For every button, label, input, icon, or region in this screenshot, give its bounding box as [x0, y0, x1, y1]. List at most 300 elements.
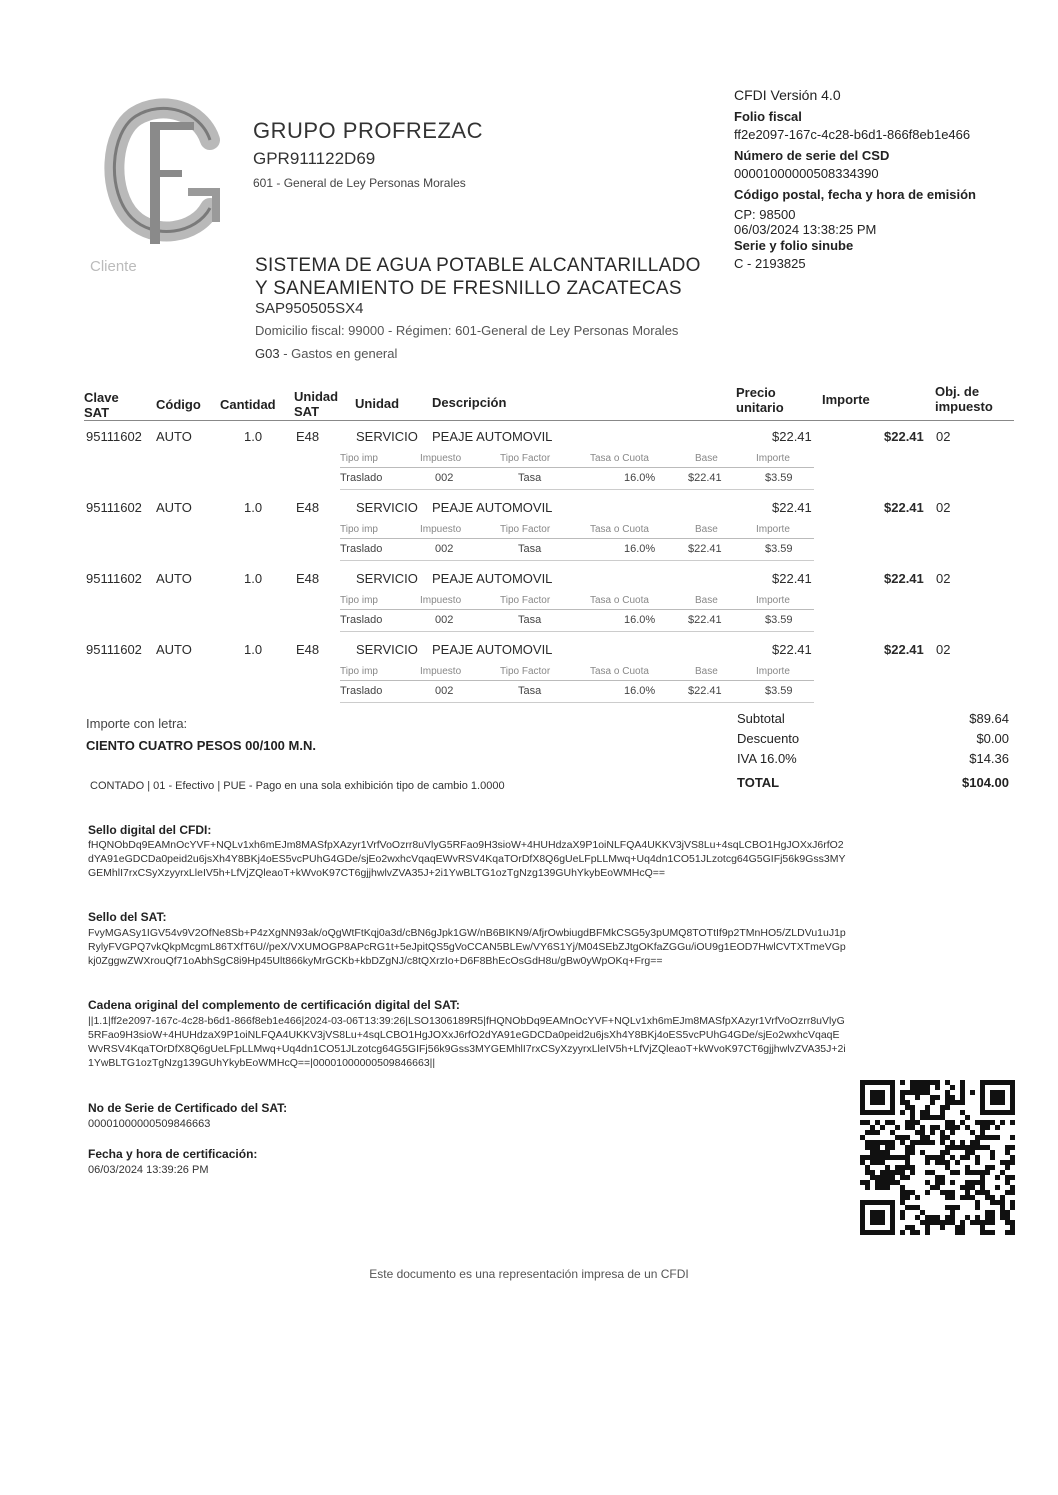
qr-module [925, 1110, 930, 1115]
cfdi-version: CFDI Versión 4.0 [734, 87, 841, 103]
qr-module [950, 1205, 955, 1210]
qr-module [1005, 1175, 1010, 1180]
tax-header-tasa: Tasa o Cuota [590, 524, 649, 535]
qr-module [925, 1140, 930, 1145]
qr-module [940, 1175, 945, 1180]
tax-header-tipo-factor: Tipo Factor [500, 595, 551, 606]
qr-module [950, 1220, 955, 1225]
qr-module [895, 1170, 900, 1175]
qr-module [940, 1180, 945, 1185]
qr-module [860, 1180, 865, 1185]
qr-module [895, 1165, 900, 1170]
qr-module [1010, 1200, 1015, 1205]
qr-module [930, 1115, 935, 1120]
qr-module [935, 1095, 940, 1100]
tax-divider [340, 680, 814, 681]
qr-module [925, 1180, 930, 1185]
qr-module [990, 1150, 995, 1155]
qr-module [885, 1175, 890, 1180]
qr-module [870, 1160, 875, 1165]
issuer-rfc: GPR911122D69 [253, 149, 376, 168]
item-unidad-sat: E48 [296, 571, 320, 586]
tax-value-factor: Tasa [518, 685, 542, 697]
tax-header-impuesto: Impuesto [420, 595, 462, 606]
qr-module [885, 1165, 890, 1170]
qr-module [960, 1230, 965, 1235]
qr-module [950, 1125, 955, 1130]
qr-module [1010, 1190, 1015, 1195]
qr-module [915, 1130, 920, 1135]
qr-module [895, 1155, 900, 1160]
qr-module [885, 1120, 890, 1125]
item-codigo: AUTO [156, 642, 192, 657]
qr-module [945, 1165, 950, 1170]
qr-module [945, 1135, 950, 1140]
qr-module [875, 1155, 880, 1160]
qr-module [940, 1130, 945, 1135]
tax-header-base: Base [695, 666, 718, 677]
qr-module [940, 1150, 945, 1155]
qr-module [900, 1090, 905, 1095]
qr-module [980, 1190, 985, 1195]
item-importe: $22.41 [884, 500, 924, 515]
descuento-row [737, 731, 1009, 751]
tax-header-importe: Importe [756, 666, 790, 677]
qr-module [945, 1215, 950, 1220]
qr-module [920, 1080, 925, 1085]
qr-module [1005, 1180, 1010, 1185]
qr-module [970, 1150, 975, 1155]
qr-module [960, 1185, 965, 1190]
qr-module [1010, 1220, 1015, 1225]
qr-module [975, 1170, 980, 1175]
qr-module [990, 1230, 995, 1235]
qr-module [975, 1180, 980, 1185]
item-obj-impuesto: 02 [936, 429, 951, 444]
qr-module [955, 1145, 960, 1150]
qr-module [990, 1220, 995, 1225]
qr-module [905, 1120, 910, 1125]
item-obj-impuesto: 02 [936, 571, 951, 586]
item-cantidad: 1.0 [244, 429, 263, 444]
item-obj-impuesto: 02 [936, 500, 951, 515]
qr-module [935, 1155, 940, 1160]
qr-module [915, 1090, 920, 1095]
qr-module [990, 1215, 995, 1220]
qr-module [880, 1185, 885, 1190]
header-precio-a: Precio [736, 385, 776, 400]
cert-serial-value: 00001000000509846663 [88, 1118, 211, 1130]
qr-module [990, 1165, 995, 1170]
qr-module [910, 1205, 915, 1210]
qr-module [965, 1145, 970, 1150]
qr-module [950, 1130, 955, 1135]
qr-code [860, 1080, 1015, 1235]
tax-breakdown [340, 453, 814, 491]
postal-code: CP: 98500 [734, 207, 796, 222]
csd-value: 00001000000508334390 [734, 166, 879, 181]
qr-module [1000, 1120, 1005, 1125]
qr-module [960, 1195, 965, 1200]
qr-module [920, 1115, 925, 1120]
qr-module [915, 1095, 920, 1100]
qr-module [940, 1115, 945, 1120]
qr-module [990, 1210, 995, 1215]
qr-module [910, 1145, 915, 1150]
issuer-regime-text: General de Ley Personas Morales [283, 176, 466, 190]
qr-module [870, 1130, 875, 1135]
qr-module [985, 1230, 990, 1235]
tax-header-importe: Importe [756, 524, 790, 535]
qr-module [1010, 1155, 1015, 1160]
qr-module [900, 1215, 905, 1220]
qr-module [870, 1175, 875, 1180]
qr-module [900, 1080, 905, 1085]
qr-module [1010, 1120, 1015, 1125]
qr-module [900, 1135, 905, 1140]
item-cantidad: 1.0 [244, 500, 263, 515]
sello-sat-label: Sello del SAT: [88, 910, 167, 924]
qr-module [885, 1170, 890, 1175]
qr-module [930, 1125, 935, 1130]
qr-module [960, 1085, 965, 1090]
qr-module [860, 1155, 865, 1160]
item-obj-impuesto: 02 [936, 642, 951, 657]
qr-module [980, 1125, 985, 1130]
qr-module [925, 1085, 930, 1090]
qr-module [935, 1160, 940, 1165]
tax-header-tipo-imp: Tipo imp [340, 524, 378, 535]
qr-module [945, 1105, 950, 1110]
qr-module [985, 1165, 990, 1170]
qr-module [925, 1080, 930, 1085]
qr-module [905, 1225, 910, 1230]
qr-module [900, 1095, 905, 1100]
qr-module [940, 1160, 945, 1165]
qr-module [1010, 1185, 1015, 1190]
qr-module [925, 1220, 930, 1225]
qr-module [990, 1120, 995, 1125]
qr-module [980, 1175, 985, 1180]
qr-module [980, 1220, 985, 1225]
qr-module [880, 1150, 885, 1155]
qr-module [920, 1210, 925, 1215]
qr-module [940, 1190, 945, 1195]
qr-module [985, 1170, 990, 1175]
tax-header-tasa: Tasa o Cuota [590, 666, 649, 677]
qr-module [960, 1145, 965, 1150]
qr-module [960, 1225, 965, 1230]
qr-module [870, 1170, 875, 1175]
header-unidad-sat-b: SAT [294, 404, 320, 419]
qr-module [880, 1170, 885, 1175]
qr-module [865, 1130, 870, 1135]
qr-module [945, 1205, 950, 1210]
qr-module [920, 1085, 925, 1090]
qr-module [895, 1180, 900, 1185]
client-domicilio: Domicilio fiscal: 99000 - Régimen: 601-General de Ley Personas Morales [255, 323, 679, 338]
qr-module [970, 1090, 975, 1095]
qr-module [900, 1195, 905, 1200]
qr-module [915, 1205, 920, 1210]
qr-module [865, 1170, 870, 1175]
qr-module [930, 1155, 935, 1160]
qr-module [880, 1180, 885, 1185]
qr-module [885, 1145, 890, 1150]
qr-module [990, 1155, 995, 1160]
qr-module [910, 1125, 915, 1130]
qr-module [1005, 1190, 1010, 1195]
tax-header-base: Base [695, 524, 718, 535]
qr-module [920, 1090, 925, 1095]
qr-module [945, 1080, 950, 1085]
qr-module [1005, 1210, 1010, 1215]
qr-module [985, 1220, 990, 1225]
qr-module [925, 1170, 930, 1175]
tax-header-tipo-factor: Tipo Factor [500, 453, 551, 464]
items-table-header [84, 380, 1014, 421]
qr-module [945, 1095, 950, 1100]
qr-module [905, 1190, 910, 1195]
qr-module [1005, 1150, 1010, 1155]
qr-module [970, 1195, 975, 1200]
qr-code-graphic [860, 1080, 1015, 1235]
tax-value-base: $22.41 [688, 614, 722, 626]
descuento-value: $0.00 [976, 731, 1009, 746]
qr-module [975, 1205, 980, 1210]
qr-module [1005, 1160, 1010, 1165]
qr-module [870, 1140, 875, 1145]
qr-module [875, 1175, 880, 1180]
qr-module [935, 1175, 940, 1180]
total-label: TOTAL [737, 775, 780, 790]
header-unidad-sat [294, 389, 338, 419]
qr-module [980, 1225, 985, 1230]
qr-module [885, 1155, 890, 1160]
qr-module [905, 1175, 910, 1180]
qr-module [990, 1195, 995, 1200]
qr-module [970, 1130, 975, 1135]
table-row [84, 425, 1014, 485]
item-unidad: SERVICIO [356, 429, 418, 444]
qr-module [980, 1120, 985, 1125]
qr-module [1000, 1195, 1005, 1200]
qr-module [985, 1120, 990, 1125]
subtotal-row [737, 711, 1009, 731]
item-descripcion: PEAJE AUTOMOVIL [432, 571, 553, 586]
qr-module [925, 1215, 930, 1220]
tax-value-tasa: 16.0% [624, 543, 656, 555]
subtotal-value: $89.64 [969, 711, 1009, 726]
qr-module [915, 1120, 920, 1125]
cert-serial-label: No de Serie de Certificado del SAT: [88, 1101, 288, 1115]
tax-header-tipo-imp: Tipo imp [340, 595, 378, 606]
tax-value-tipo: Traslado [340, 472, 383, 484]
qr-module [1000, 1215, 1005, 1220]
tax-header-tipo-imp: Tipo imp [340, 453, 378, 464]
qr-module [950, 1140, 955, 1145]
qr-module [965, 1115, 970, 1120]
qr-module [885, 1185, 890, 1190]
qr-module [985, 1195, 990, 1200]
item-descripcion: PEAJE AUTOMOVIL [432, 642, 553, 657]
qr-module [1010, 1175, 1015, 1180]
qr-module [985, 1125, 990, 1130]
qr-module [920, 1125, 925, 1130]
qr-module [965, 1155, 970, 1160]
table-row [84, 567, 1014, 627]
tax-breakdown [340, 524, 814, 562]
header-obj-b: impuesto [935, 399, 993, 414]
qr-module [965, 1185, 970, 1190]
qr-module [890, 1120, 895, 1125]
qr-module [930, 1130, 935, 1135]
item-unidad-sat: E48 [296, 500, 320, 515]
tax-divider [340, 538, 814, 539]
qr-module [890, 1170, 895, 1175]
qr-module [1005, 1220, 1010, 1225]
qr-module [920, 1140, 925, 1145]
item-importe: $22.41 [884, 642, 924, 657]
qr-module [965, 1170, 970, 1175]
qr-module [980, 1185, 985, 1190]
header-precio-unitario [736, 385, 784, 415]
qr-module [915, 1085, 920, 1090]
amount-letter-label: Importe con letra: [86, 716, 188, 731]
qr-module [910, 1080, 915, 1085]
qr-module [950, 1215, 955, 1220]
qr-module [975, 1220, 980, 1225]
qr-module [925, 1225, 930, 1230]
qr-module [975, 1200, 980, 1205]
qr-module [980, 1230, 985, 1235]
folio-value: ff2e2097-167c-4c28-b6d1-866f8eb1e466 [734, 127, 971, 142]
qr-module [940, 1225, 945, 1230]
tax-value-factor: Tasa [518, 472, 542, 484]
qr-module [945, 1190, 950, 1195]
qr-module [905, 1105, 910, 1110]
qr-module [945, 1195, 950, 1200]
qr-module [865, 1165, 870, 1170]
qr-module [865, 1145, 870, 1150]
cert-date-label: Fecha y hora de certificación: [88, 1147, 258, 1161]
sello-sat-value: FvyMGASy1IGV54v9V2OfNe8Sb+P4zXgNN93ak/oQgWtFtKqj0a3d/cBN6gJpk1GW/nB6BIKN9/AfjrOwbiugdBFMkCSG5y3pUMQ8TOTtIf9p2TMnHO5/ZLDVu1uJ1pRylyFVGPQ7vkQkpMcgmL86TXfT6U//peX/VXUMOGP8APcRG1t+5eJpitQS5gVoCCAN5BLEw/VY6S1Yj/M04SEbZJtgOKfaZGGu/iOU9g1EOD7HwlCVTXTmeVGpkj0ZggwZWXrouQf71oAbhSgC8i9Hp45Ult866kyMrGCKb+kbDZgNJ/c8tQXrzIo+D6F8BhEcOsGdH8u/gBw0yWpOKq+Frg== [88, 927, 846, 967]
tax-header-impuesto: Impuesto [420, 666, 462, 677]
qr-module [995, 1185, 1000, 1190]
qr-module [1010, 1160, 1015, 1165]
qr-module [915, 1080, 920, 1085]
table-row [84, 638, 1014, 698]
qr-module [860, 1160, 865, 1165]
qr-module [1010, 1205, 1015, 1210]
tax-value-tasa: 16.0% [624, 685, 656, 697]
qr-module [905, 1145, 910, 1150]
qr-module [945, 1100, 950, 1105]
iva-row [737, 751, 1009, 771]
tax-header-importe: Importe [756, 595, 790, 606]
sello-cfdi-label: Sello digital del CFDI: [88, 823, 212, 837]
tax-divider [340, 702, 814, 703]
qr-module [945, 1220, 950, 1225]
tax-header-tipo-factor: Tipo Factor [500, 524, 551, 535]
qr-module [930, 1080, 935, 1085]
tax-value-base: $22.41 [688, 472, 722, 484]
tax-header-importe: Importe [756, 453, 790, 464]
qr-module [930, 1220, 935, 1225]
qr-module [900, 1110, 905, 1115]
qr-module [880, 1140, 885, 1145]
item-clave-sat: 95111602 [86, 429, 142, 444]
qr-module [1000, 1210, 1005, 1215]
item-precio-unitario: $22.41 [772, 571, 812, 586]
qr-module [935, 1125, 940, 1130]
item-clave-sat: 95111602 [86, 571, 142, 586]
item-unidad: SERVICIO [356, 642, 418, 657]
tax-value-importe: $3.59 [765, 614, 793, 626]
tax-value-tipo: Traslado [340, 685, 383, 697]
qr-module [970, 1180, 975, 1185]
qr-module [975, 1190, 980, 1195]
qr-module [940, 1220, 945, 1225]
qr-module [975, 1155, 980, 1160]
qr-module [870, 1210, 885, 1225]
qr-module [950, 1100, 955, 1105]
qr-module [975, 1145, 980, 1150]
qr-module [945, 1150, 950, 1155]
tax-value-tipo: Traslado [340, 543, 383, 555]
subtotal-label: Subtotal [737, 711, 785, 726]
client-name [255, 254, 701, 300]
tax-value-tasa: 16.0% [624, 472, 656, 484]
item-unidad-sat: E48 [296, 429, 320, 444]
qr-module [950, 1155, 955, 1160]
qr-module [910, 1150, 915, 1155]
qr-module [995, 1200, 1000, 1205]
item-unidad: SERVICIO [356, 571, 418, 586]
qr-module [1010, 1145, 1015, 1150]
item-cantidad: 1.0 [244, 642, 263, 657]
qr-module [905, 1150, 910, 1155]
qr-module [900, 1170, 905, 1175]
qr-module [1005, 1165, 1010, 1170]
tax-header-tasa: Tasa o Cuota [590, 595, 649, 606]
qr-module [940, 1110, 945, 1115]
qr-module [870, 1125, 875, 1130]
tax-breakdown [340, 666, 814, 704]
item-descripcion: PEAJE AUTOMOVIL [432, 500, 553, 515]
qr-module [945, 1125, 950, 1130]
tax-header-impuesto: Impuesto [420, 453, 462, 464]
qr-module [985, 1210, 990, 1215]
qr-module [870, 1150, 875, 1155]
qr-module [975, 1160, 980, 1165]
qr-module [955, 1230, 960, 1235]
csd-label: Número de serie del CSD [734, 148, 890, 163]
qr-module [865, 1185, 870, 1190]
qr-module [995, 1175, 1000, 1180]
qr-module [910, 1120, 915, 1125]
tax-breakdown [340, 595, 814, 633]
qr-module [960, 1095, 965, 1100]
qr-module [955, 1100, 960, 1105]
item-precio-unitario: $22.41 [772, 500, 812, 515]
header-clave-sat [84, 390, 119, 420]
qr-module [870, 1090, 885, 1105]
item-clave-sat: 95111602 [86, 500, 142, 515]
qr-module [920, 1220, 925, 1225]
qr-module [875, 1130, 880, 1135]
qr-module [920, 1110, 925, 1115]
